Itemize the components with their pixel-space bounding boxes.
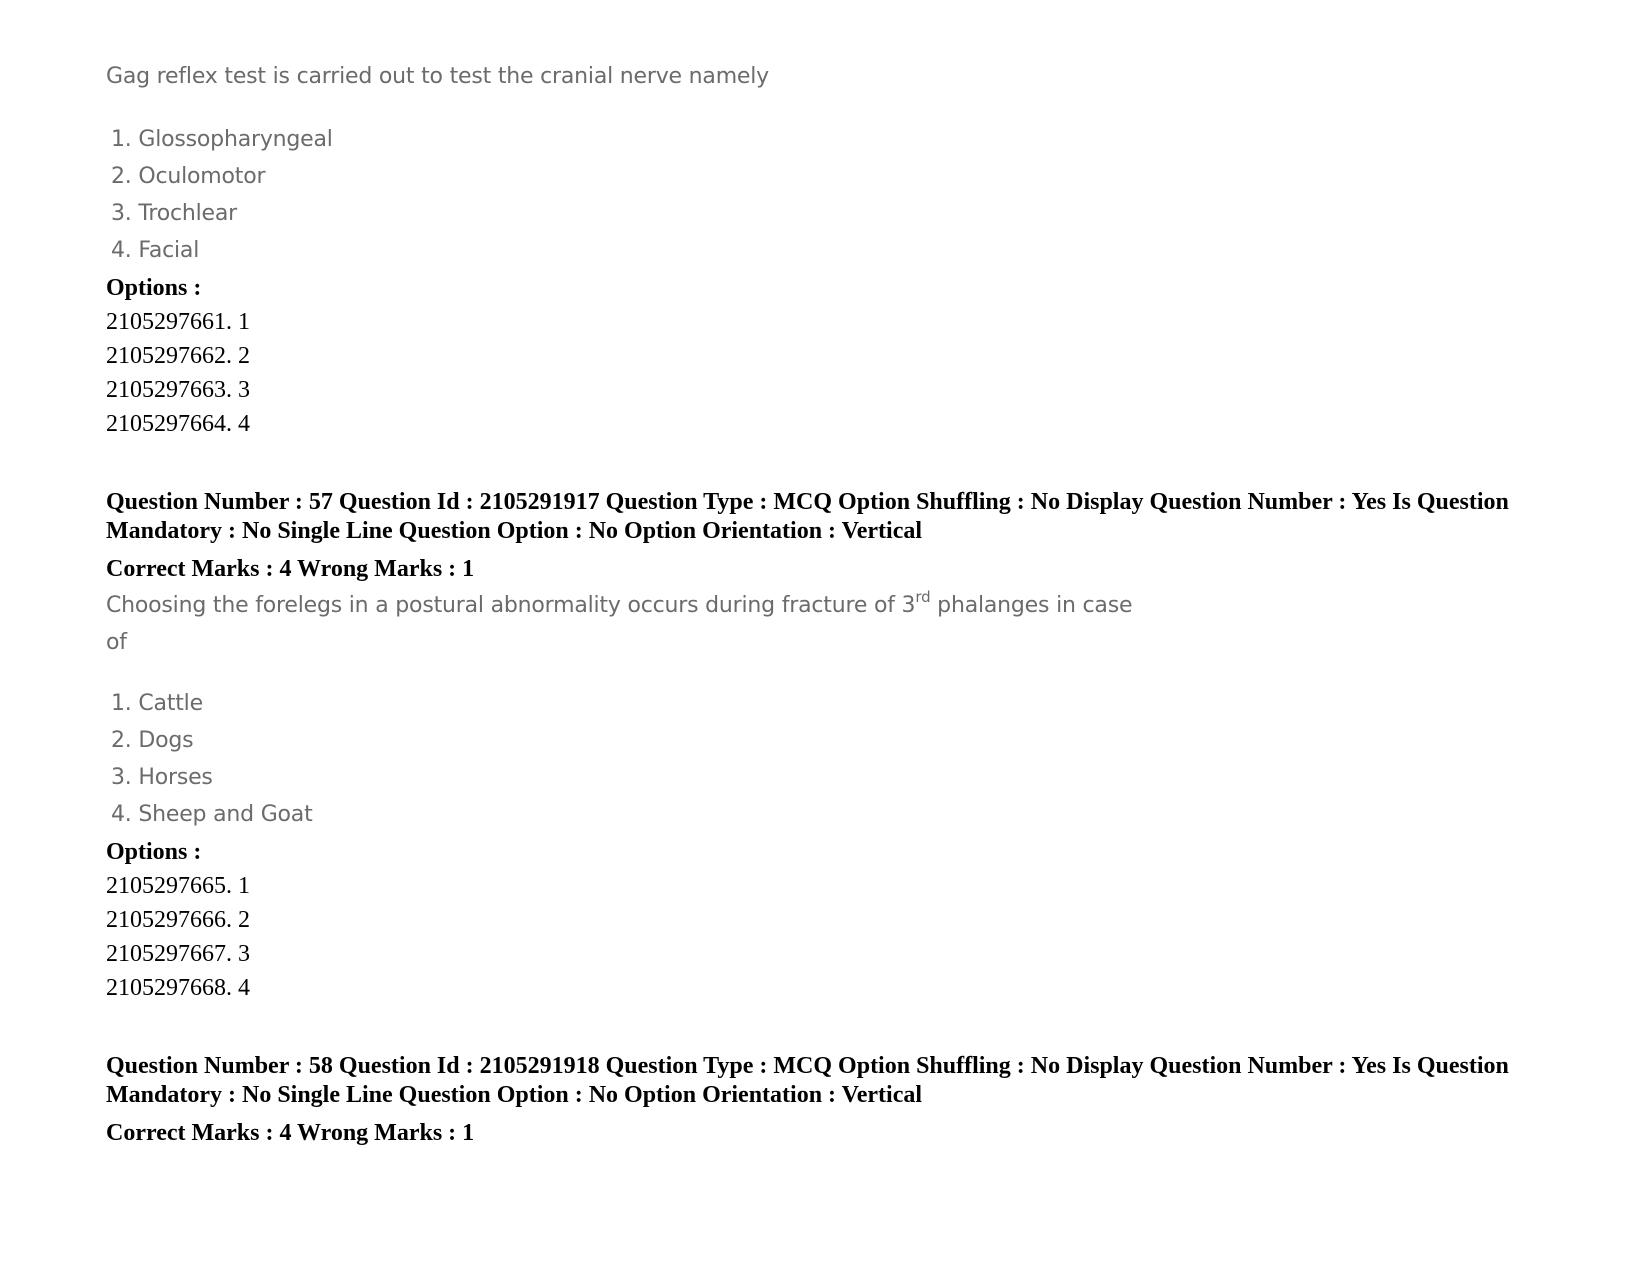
q56-option-3: 2105297663. 3 xyxy=(106,377,250,403)
q57-question-sup: rd xyxy=(915,587,931,606)
q57-choice-2: 2. Dogs xyxy=(111,728,194,753)
q57-question-text xyxy=(106,587,1133,618)
q56-choice-3: 3. Trochlear xyxy=(111,201,238,226)
q56-choice-2: 2. Oculomotor xyxy=(111,164,266,189)
q57-question-text-line2: of xyxy=(106,630,127,655)
q56-options-label: Options : xyxy=(106,275,202,301)
q57-meta: Question Number : 57 Question Id : 2105291917 Question Type : MCQ Option Shuffling : No Display Question Number : Yes Is Question Mandatory : No Single Line Question Option : No Option Orientation : Vertical xyxy=(106,489,1509,544)
q57-question-text-part1: Choosing the forelegs in a postural abnormality occurs during fracture of 3 xyxy=(106,593,916,618)
q56-question-text: Gag reflex test is carried out to test the cranial nerve namely xyxy=(106,64,769,89)
q56-choice-4: 4. Facial xyxy=(111,238,200,263)
q58-meta: Question Number : 58 Question Id : 2105291918 Question Type : MCQ Option Shuffling : No Display Question Number : Yes Is Question Mandatory : No Single Line Question Option : No Option Orientation : Vertical xyxy=(106,1053,1509,1108)
q57-option-4: 2105297668. 4 xyxy=(106,975,250,1001)
q57-option-3: 2105297667. 3 xyxy=(106,941,250,967)
q57-marks: Correct Marks : 4 Wrong Marks : 1 xyxy=(106,556,475,582)
q57-choice-4: 4. Sheep and Goat xyxy=(111,802,313,827)
q57-question-text-part2: phalanges in case xyxy=(930,593,1133,618)
q56-option-2: 2105297662. 2 xyxy=(106,343,250,369)
q57-options-label: Options : xyxy=(106,839,202,865)
q57-option-1: 2105297665. 1 xyxy=(106,873,250,899)
q57-choice-1: 1. Cattle xyxy=(111,691,203,716)
q56-option-1: 2105297661. 1 xyxy=(106,309,250,335)
q58-marks: Correct Marks : 4 Wrong Marks : 1 xyxy=(106,1120,475,1146)
q57-choice-3: 3. Horses xyxy=(111,765,213,790)
q56-option-4: 2105297664. 4 xyxy=(106,411,250,437)
q56-choice-1: 1. Glossopharyngeal xyxy=(111,127,333,152)
q57-option-2: 2105297666. 2 xyxy=(106,907,250,933)
